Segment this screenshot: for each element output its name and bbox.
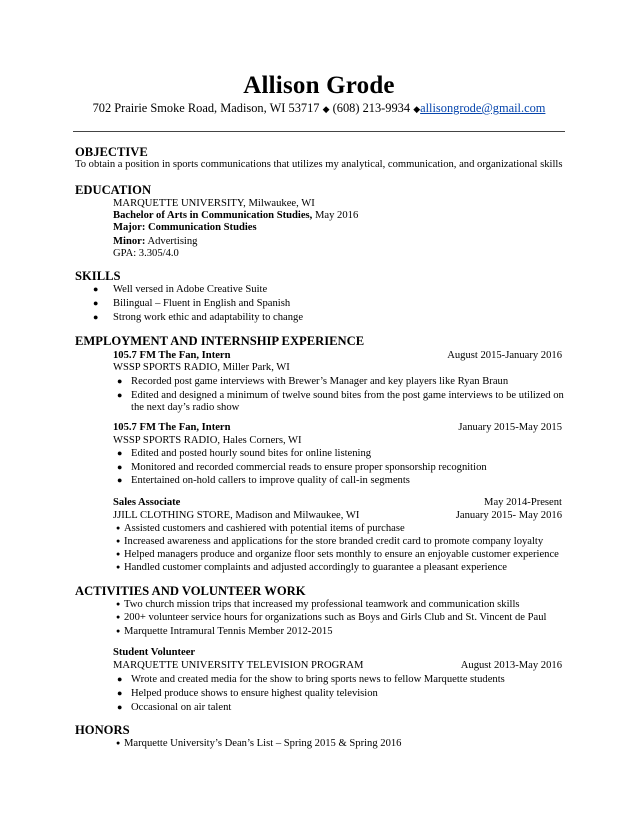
minor-label: Minor: xyxy=(113,236,146,247)
volunteer-bullet: Helped produce shows to ensure highest quality television xyxy=(131,688,378,699)
volunteer-org: MARQUETTE UNIVERSITY TELEVISION PROGRAM xyxy=(113,660,364,671)
bullet-icon: ● xyxy=(117,390,123,400)
bullet-icon: ● xyxy=(117,376,123,386)
job-title: Sales Associate xyxy=(113,497,181,508)
minor-value: Advertising xyxy=(147,236,198,247)
volunteer-title: Student Volunteer xyxy=(113,647,196,658)
email-link[interactable]: allisongrode@gmail.com xyxy=(420,101,546,115)
contact-line xyxy=(0,101,638,116)
job-bullet: Helped managers produce and organize floor sets monthly to ensure an enjoyable customer experience xyxy=(124,549,559,560)
bullet-icon: ● xyxy=(93,284,99,294)
honors-heading: HONORS xyxy=(75,723,130,737)
job-bullet: Increased awareness and applications for the store branded credit card to promote company loyalty xyxy=(124,536,544,547)
activity-item: Two church mission trips that increased my professional teamwork and communication skills xyxy=(124,599,520,610)
job-bullet: Edited and designed a minimum of twelve sound bites from the post game interviews to be utilized on xyxy=(131,390,564,401)
job-org: WSSP SPORTS RADIO, Miller Park, WI xyxy=(113,362,290,373)
employment-heading: EMPLOYMENT AND INTERNSHIP EXPERIENCE xyxy=(75,334,365,348)
bullet-icon: ● xyxy=(116,600,121,608)
job-dates: January 2015-May 2015 xyxy=(458,422,562,433)
bullet-icon: ● xyxy=(116,550,121,558)
bullet-icon: ● xyxy=(117,702,123,712)
job-bullet: Handled customer complaints and adjusted accordingly to guarantee a pleasant experience xyxy=(124,562,507,573)
bullet-icon: ● xyxy=(117,448,123,458)
bullet-icon: ● xyxy=(117,475,123,485)
degree-name: Bachelor of Arts in Communication Studies, xyxy=(113,210,313,221)
job-dates-secondary: January 2015- May 2016 xyxy=(455,510,562,521)
volunteer-dates: August 2013-May 2016 xyxy=(460,660,562,671)
job-title: 105.7 FM The Fan, Intern xyxy=(113,422,231,433)
job-title: 105.7 FM The Fan, Intern xyxy=(113,350,231,361)
job-bullet: Assisted customers and cashiered with potential items of purchase xyxy=(124,523,405,534)
major-label: Major: xyxy=(113,222,146,233)
objective-heading: OBJECTIVE xyxy=(75,145,148,159)
job-bullet: Recorded post game interviews with Brewer’s Manager and key players like Ryan Braun xyxy=(131,376,509,387)
bullet-icon: ● xyxy=(116,524,121,532)
education-school: MARQUETTE UNIVERSITY, Milwaukee, WI xyxy=(113,198,315,209)
diamond-separator-icon: ◆ xyxy=(413,104,421,114)
phone: (608) 213-9934 xyxy=(332,101,411,115)
bullet-icon: ● xyxy=(116,739,121,747)
bullet-icon: ● xyxy=(93,312,99,322)
bullet-icon: ● xyxy=(116,613,121,621)
job-dates: May 2014-Present xyxy=(484,497,562,508)
activity-item: 200+ volunteer service hours for organizations such as Boys and Girls Club and St. Vincent de Paul xyxy=(124,612,547,623)
skills-heading: SKILLS xyxy=(75,269,121,283)
bullet-icon: ● xyxy=(116,563,121,571)
activity-item: Marquette Intramural Tennis Member 2012-2015 xyxy=(124,626,333,637)
honor-item: Marquette University’s Dean’s List – Spring 2015 & Spring 2016 xyxy=(124,738,402,749)
skill-item: Strong work ethic and adaptability to change xyxy=(113,312,304,323)
bullet-icon: ● xyxy=(116,537,121,545)
bullet-icon: ● xyxy=(116,627,121,635)
degree-date: May 2016 xyxy=(312,210,359,221)
skill-item: Bilingual – Fluent in English and Spanish xyxy=(113,298,291,309)
activities-heading: ACTIVITIES AND VOLUNTEER WORK xyxy=(75,584,306,598)
address: 702 Prairie Smoke Road, Madison, WI 53717 xyxy=(92,101,320,115)
header-divider xyxy=(73,131,565,132)
job-org: JJILL CLOTHING STORE, Madison and Milwaukee, WI xyxy=(113,510,360,521)
volunteer-bullet: Wrote and created media for the show to bring sports news to fellow Marquette students xyxy=(131,674,505,685)
bullet-icon: ● xyxy=(117,462,123,472)
job-bullet: Edited and posted hourly sound bites for online listening xyxy=(131,448,372,459)
diamond-separator-icon: ◆ xyxy=(322,104,330,114)
bullet-icon: ● xyxy=(93,298,99,308)
education-major xyxy=(113,221,257,234)
education-heading: EDUCATION xyxy=(75,183,152,197)
volunteer-bullet: Occasional on air talent xyxy=(131,702,232,713)
major-value: Communication Studies xyxy=(148,222,257,233)
bullet-icon: ● xyxy=(117,688,123,698)
job-bullet: Entertained on-hold callers to improve quality of call-in segments xyxy=(131,475,410,486)
education-gpa: GPA: 3.305/4.0 xyxy=(113,248,179,259)
job-dates: August 2015-January 2016 xyxy=(447,350,562,361)
job-org: WSSP SPORTS RADIO, Hales Corners, WI xyxy=(113,435,302,446)
objective-text: To obtain a position in sports communications that utilizes my analytical, communication, and organizational skills xyxy=(75,159,563,170)
job-bullet-continued: the next day’s radio show xyxy=(131,402,240,413)
bullet-icon: ● xyxy=(117,674,123,684)
skill-item: Well versed in Adobe Creative Suite xyxy=(113,284,268,295)
job-bullet: Monitored and recorded commercial reads to ensure proper sponsorship recognition xyxy=(131,462,487,473)
candidate-name: Allison Grode xyxy=(243,72,395,99)
